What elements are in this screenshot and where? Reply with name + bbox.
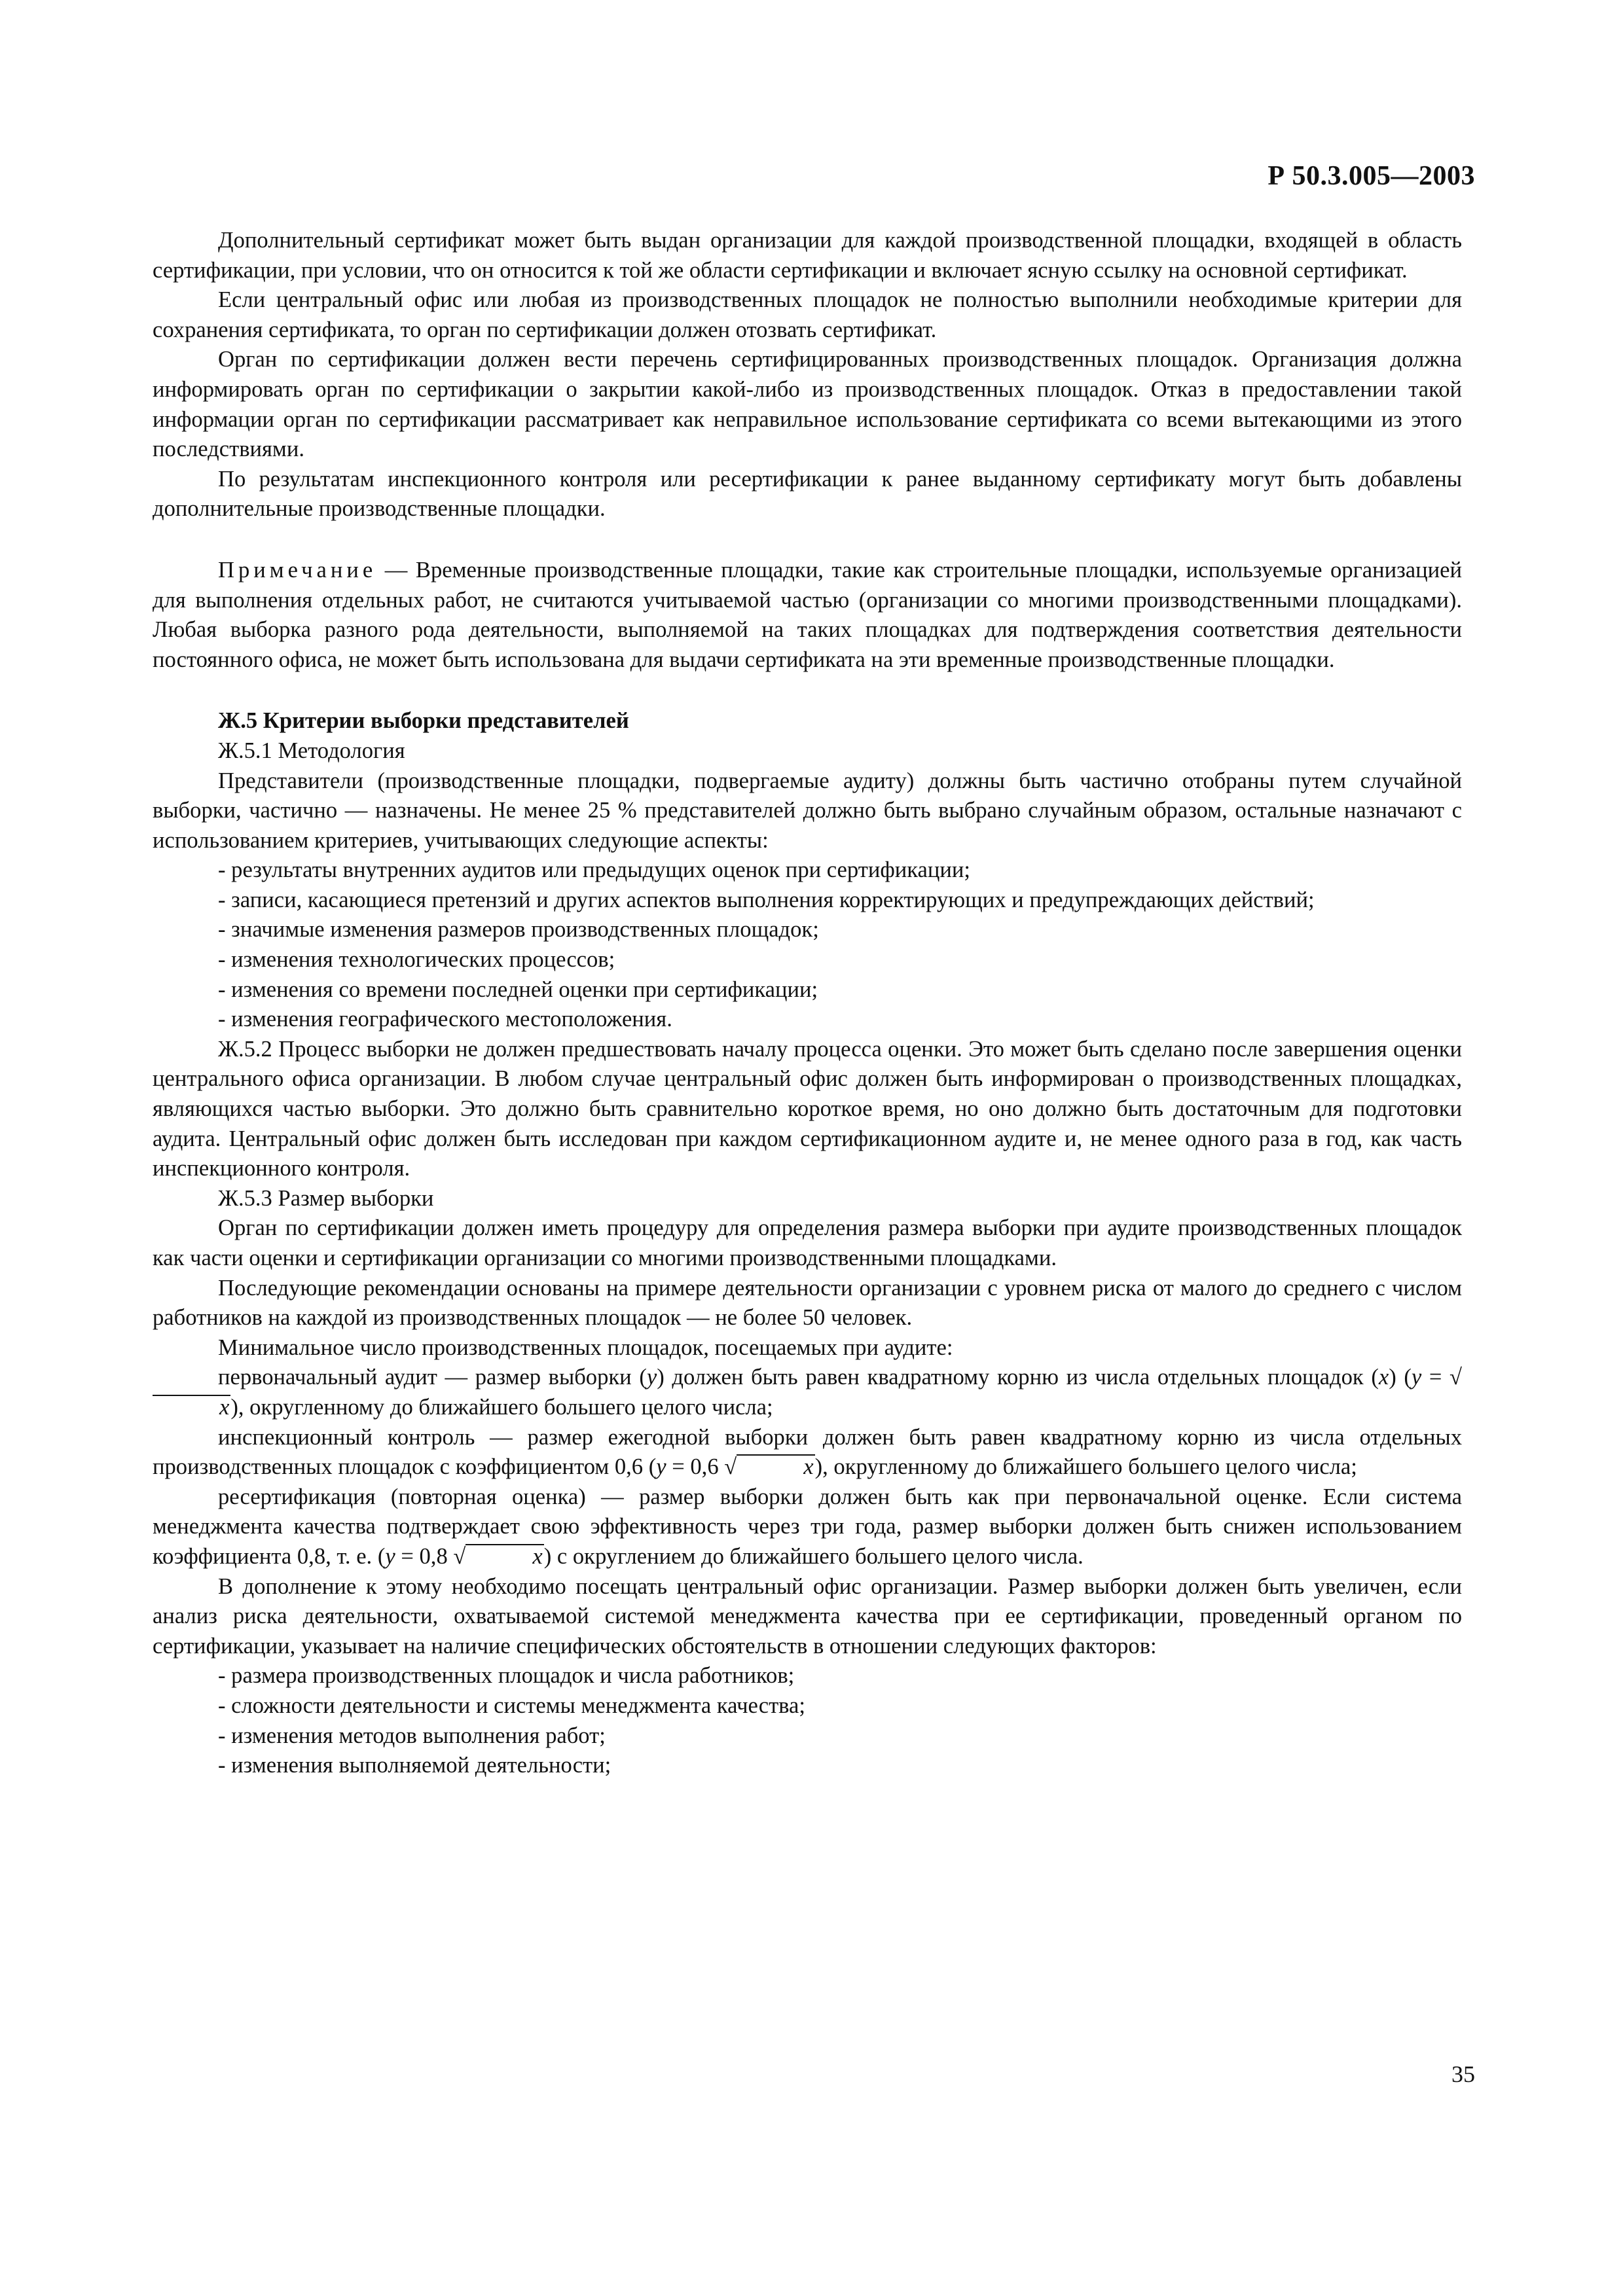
paragraph-recertification: ресертификация (повторная оценка) — размер выборки должен быть как при первоначальной оценке. Если система менеджмента качества подтверждает свою эффективность через три года, размер выборки должен быть снижен использованием коэффициента 0,8, т. е. (y = 0,8 √ x) с округлением до ближайшего большего целого числа.	[153, 1484, 1462, 1569]
subsection-heading: Ж.5.1 Методология	[218, 738, 405, 763]
paragraph-inspection: инспекционный контроль — размер ежегодной выборки должен быть равен квадратному корню из числа отдельных производственных площадок с коэффициентом 0,6 (y = 0,6 √ x), округленному до ближайшего большего целого числа;	[153, 1424, 1462, 1480]
note-paragraph	[153, 556, 1462, 675]
paragraph: По результатам инспекционного контроля или ресертификации к ранее выданному сертификату могут быть добавлены дополнительные производственные площадки.	[153, 466, 1462, 522]
subsection-heading: Ж.5.3 Размер выборки	[218, 1185, 434, 1211]
paragraph: В дополнение к этому необходимо посещать центральный офис организации. Размер выборки должен быть увеличен, если анализ риска деятельности, охватываемой системой менеджмента качества при ее сертификации, проведенный органом по сертификации, указывает на наличие специфических обстоятельств в отношении следующих факторов:	[153, 1573, 1462, 1659]
paragraph: Ж.5.2 Процесс выборки не должен предшествовать началу процесса оценки. Это может быть сделано после завершения оценки центрального офиса организации. В любом случае центральный офис должен быть информирован о производственных площадках, являющихся частью выборки. Это должно быть сравнительно короткое время, но оно должно быть достаточным для подготовки аудита. Центральный офис должен быть исследован при каждом сертификационном аудите и, не менее одного раза в год, как часть инспекционного контроля.	[153, 1036, 1462, 1181]
list-item: - значимые изменения размеров производственных площадок;	[153, 915, 1462, 945]
list-item: - изменения технологических процессов;	[153, 945, 1462, 975]
list-item: - сложности деятельности и системы менеджмента качества;	[153, 1691, 1462, 1721]
note-text: — Временные производственные площадки, такие как строительные площадки, используемые организацией для выполнения отдельных работ, не считаются учитываемой частью (организации со многими производственными площадками). Любая выборка разного рода деятельности, выполняемой на таких площадках для подтверждения соответствия деятельности постоянного офиса, не может быть использована для выдачи сертификата на эти временные производственные площадки.	[153, 557, 1462, 672]
criteria-list	[153, 855, 1462, 1035]
list-item: - изменения географического местоположения.	[153, 1005, 1462, 1035]
factors-list	[153, 1661, 1462, 1780]
list-item: - изменения выполняемой деятельности;	[153, 1751, 1462, 1781]
paragraph: Представители (производственные площадки, подвергаемые аудиту) должны быть частично отобраны путем случайной выборки, частично — назначены. Не менее 25 % представителей должно быть выбрано случайным образом, остальные назначают с использованием критериев, учитывающих следующие аспекты:	[153, 768, 1462, 853]
paragraph: Дополнительный сертификат может быть выдан организации для каждой производственной площадки, входящей в область сертификации, при условии, что он относится к той же области сертификации и включает ясную ссылку на основной сертификат.	[153, 228, 1462, 283]
paragraph: Орган по сертификации должен иметь процедуру для определения размера выборки при аудите производственных площадок как части оценки и сертификации организации со многими производственными площадками.	[153, 1215, 1462, 1270]
page-number: 35	[1451, 2061, 1475, 2087]
paragraph: Последующие рекомендации основаны на примере деятельности организации с уровнем риска от малого до среднего с числом работников на каждой из производственных площадок — не более 50 человек.	[153, 1275, 1462, 1331]
note-label: Примечание	[218, 557, 377, 583]
list-item: - записи, касающиеся претензий и других аспектов выполнения корректирующих и предупреждающих действий;	[153, 886, 1462, 916]
paragraph-initial-audit: первоначальный аудит — размер выборки (y) должен быть равен квадратному корню из числа отдельных площадок (x) (y = √x), округленному до ближайшего большего целого числа;	[153, 1363, 1462, 1422]
paragraph: Орган по сертификации должен вести перечень сертифицированных производственных площадок. Организация должна информировать орган по сертификации о закрытии какой-либо из производственных площадок. Отказ в предоставлении такой информации орган по сертификации рассматривает как неправильное использование сертификата со всеми вытекающими из этого последствиями.	[153, 347, 1462, 462]
list-item: - размера производственных площадок и числа работников;	[153, 1661, 1462, 1691]
list-item: - изменения методов выполнения работ;	[153, 1721, 1462, 1751]
document-body	[153, 226, 1462, 1781]
list-item: - результаты внутренних аудитов или предыдущих оценок при сертификации;	[153, 855, 1462, 886]
section-heading: Ж.5 Критерии выборки представителей	[218, 708, 629, 734]
paragraph: Если центральный офис или любая из производственных площадок не полностью выполнили необходимые критерии для сохранения сертификата, то орган по сертификации должен отозвать сертификат.	[153, 287, 1462, 342]
document-code: Р 50.3.005—2003	[1267, 161, 1475, 191]
paragraph: Минимальное число производственных площадок, посещаемых при аудите:	[218, 1335, 953, 1360]
list-item: - изменения со времени последней оценки при сертификации;	[153, 975, 1462, 1005]
